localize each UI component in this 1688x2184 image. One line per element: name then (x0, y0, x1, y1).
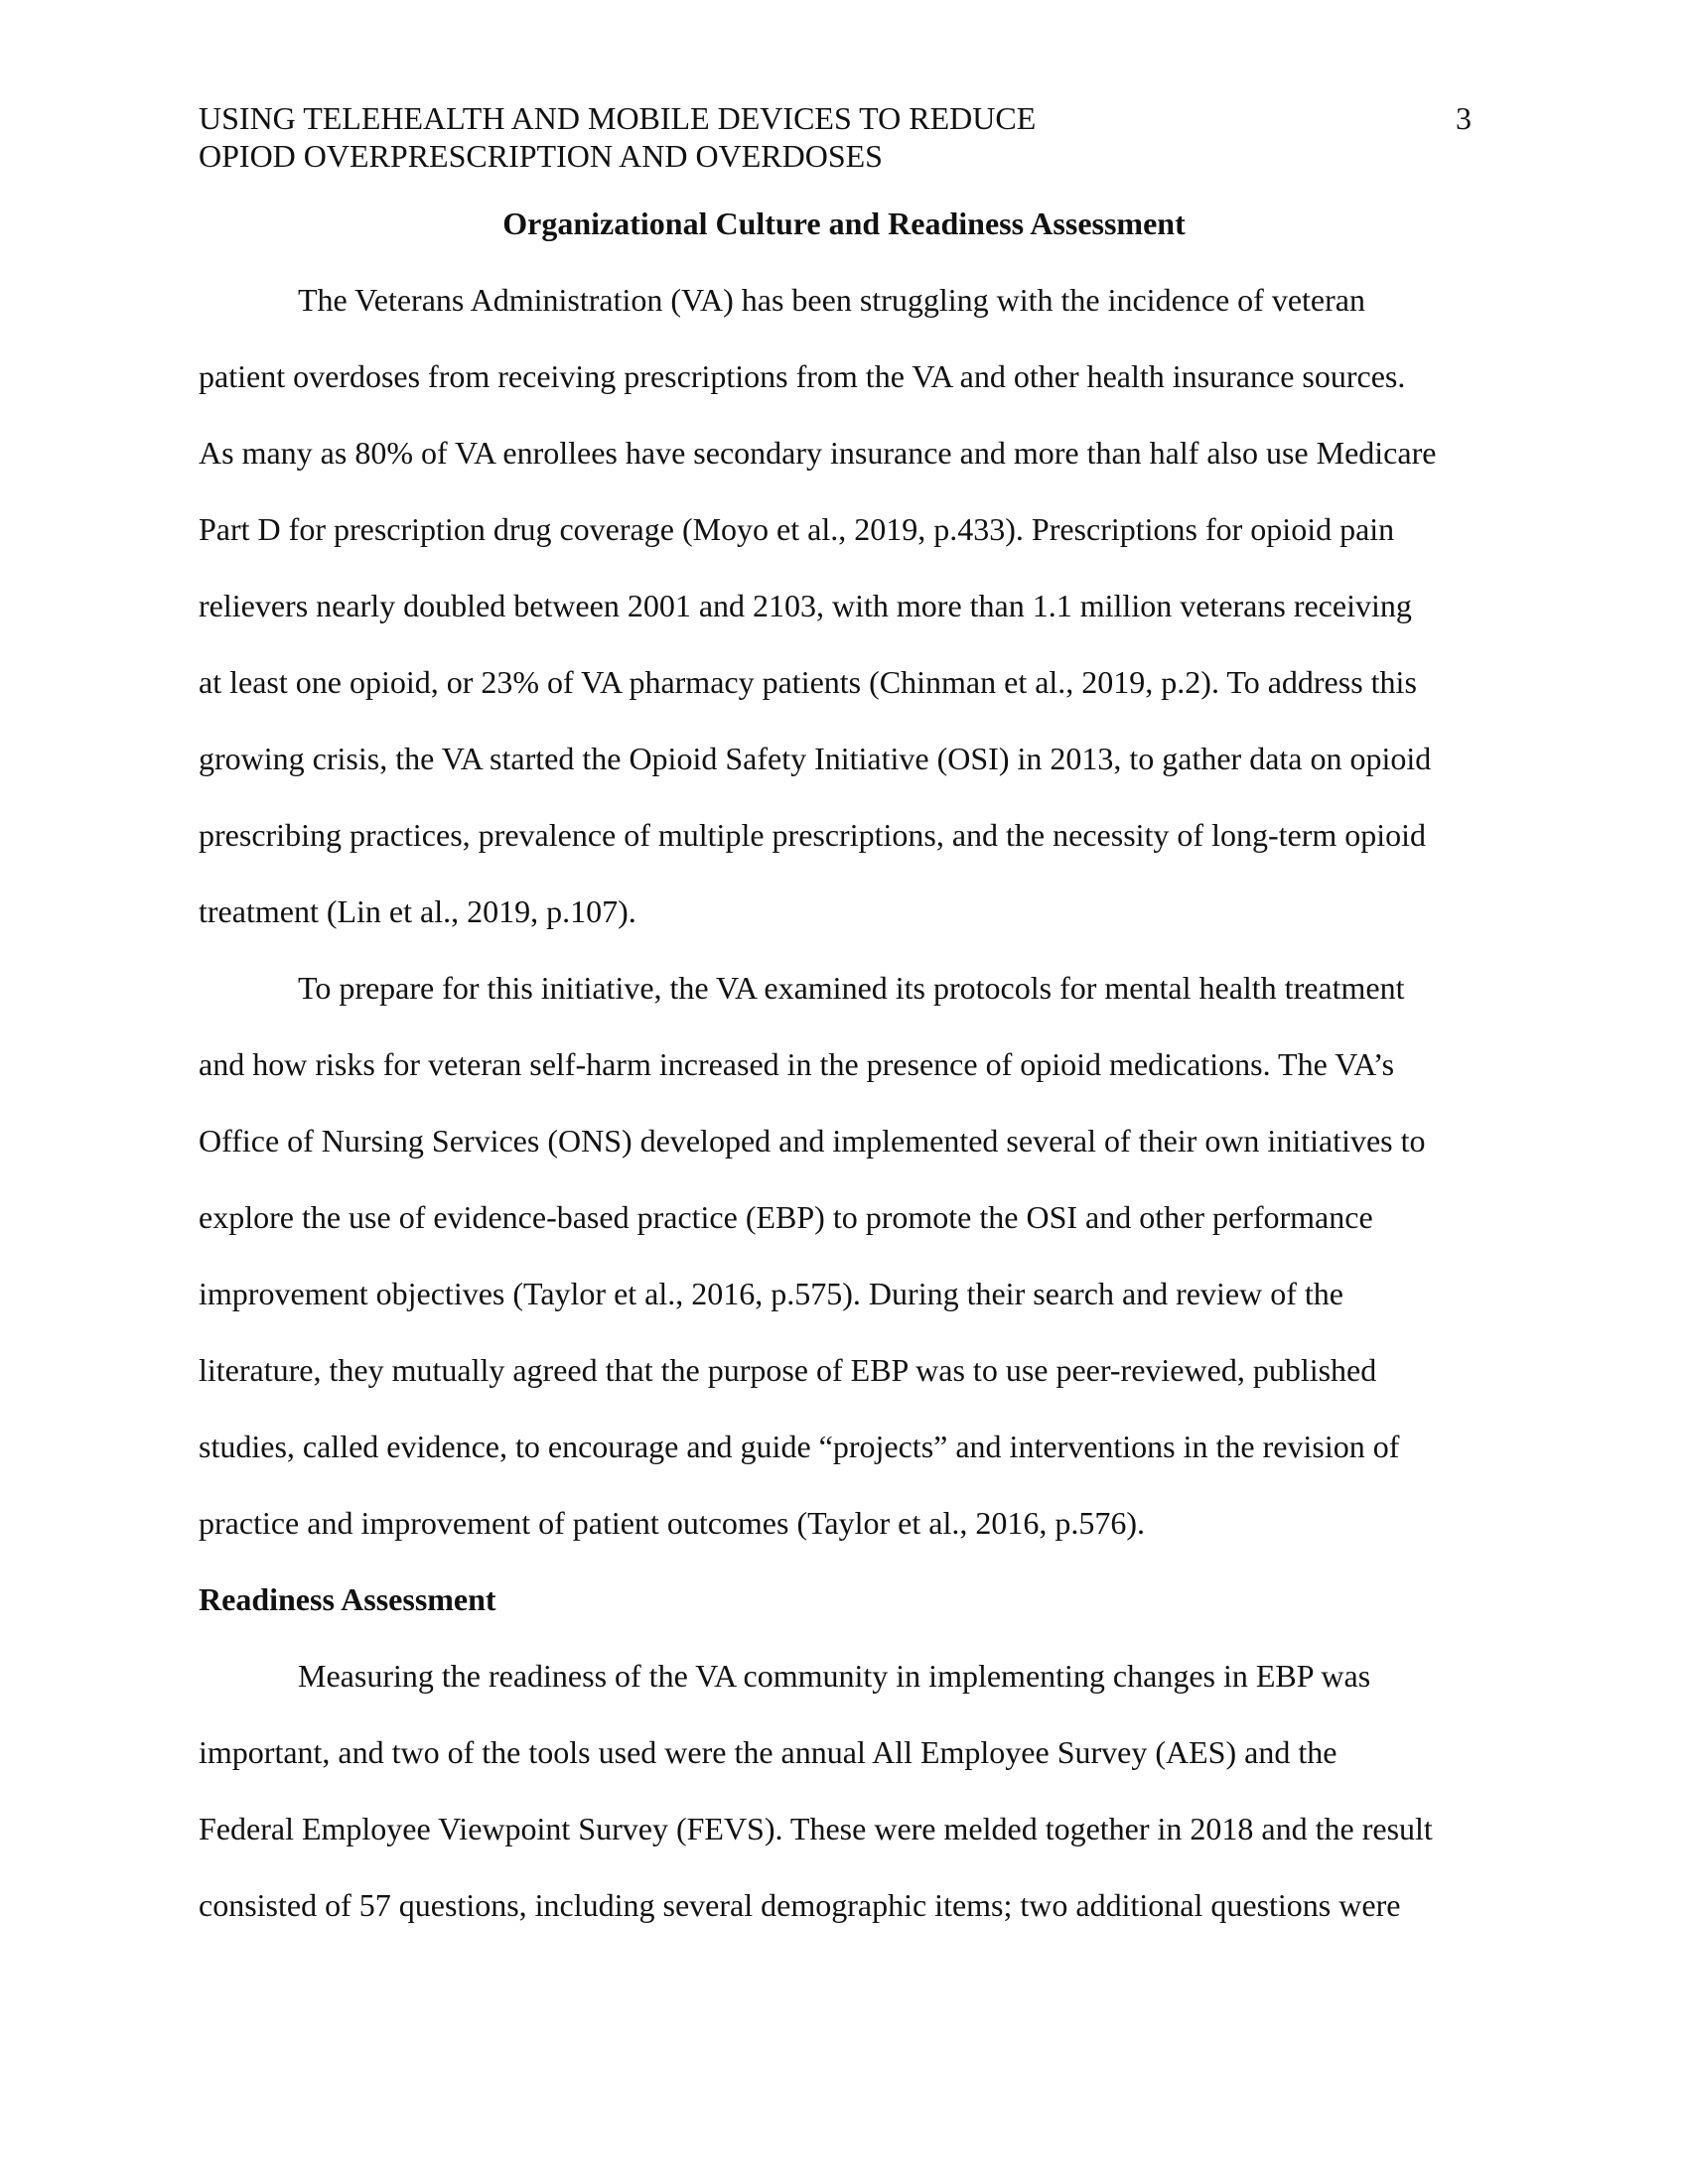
document-title: Organizational Culture and Readiness Assessment (502, 205, 1186, 241)
running-head-line-1: USING TELEHEALTH AND MOBILE DEVICES TO REDUCE (199, 100, 1037, 136)
running-head (199, 99, 1291, 175)
text-line: Part D for prescription drug coverage (Moyo et al., 2019, p.433). Prescriptions for opioid pain (199, 511, 1395, 547)
text-line: improvement objectives (Taylor et al., 2016, p.575). During their search and review of the (199, 1276, 1343, 1311)
text-line: As many as 80% of VA enrollees have secondary insurance and more than half also use Medicare (199, 435, 1437, 471)
running-head-line-2: OPIOD OVERPRESCRIPTION AND OVERDOSES (199, 138, 883, 174)
paragraph (199, 1656, 1489, 1962)
text-line: studies, called evidence, to encourage and guide “projects” and interventions in the revision of (199, 1429, 1400, 1464)
text-line: literature, they mutually agreed that the purpose of EBP was to use peer-reviewed, published (199, 1352, 1377, 1388)
text-line: The Veterans Administration (VA) has been struggling with the incidence of veteran (298, 282, 1365, 318)
section-heading: Readiness Assessment (199, 1581, 496, 1617)
text-line: relievers nearly doubled between 2001 and 2103, with more than 1.1 million veterans receiving (199, 588, 1412, 623)
text-line: Federal Employee Viewpoint Survey (FEVS). These were melded together in 2018 and the result (199, 1811, 1433, 1846)
text-line: To prepare for this initiative, the VA examined its protocols for mental health treatment (298, 970, 1405, 1006)
paragraph (199, 280, 1489, 968)
text-line: consisted of 57 questions, including several demographic items; two additional questions were (199, 1887, 1401, 1923)
text-line: explore the use of evidence-based practice (EBP) to promote the OSI and other performance (199, 1199, 1373, 1235)
text-line: practice and improvement of patient outcomes (Taylor et al., 2016, p.576). (199, 1505, 1146, 1541)
paragraph (199, 968, 1489, 1579)
text-line: prescribing practices, prevalence of multiple prescriptions, and the necessity of long-term opioid (199, 817, 1427, 853)
document-body (199, 204, 1489, 1962)
text-line: and how risks for veteran self-harm increased in the presence of opioid medications. The VA’s (199, 1046, 1395, 1082)
text-line: patient overdoses from receiving prescriptions from the VA and other health insurance sources. (199, 358, 1406, 394)
text-line: treatment (Lin et al., 2019, p.107). (199, 893, 636, 929)
text-line: Measuring the readiness of the VA community in implementing changes in EBP was (298, 1658, 1371, 1694)
text-line: growing crisis, the VA started the Opioid Safety Initiative (OSI) in 2013, to gather data on opioid (199, 741, 1432, 776)
text-line: important, and two of the tools used were the annual All Employee Survey (AES) and the (199, 1734, 1337, 1770)
text-line: Office of Nursing Services (ONS) developed and implemented several of their own initiatives to (199, 1123, 1426, 1159)
page-number: 3 (1456, 100, 1472, 136)
text-line: at least one opioid, or 23% of VA pharmacy patients (Chinman et al., 2019, p.2). To address this (199, 664, 1417, 700)
